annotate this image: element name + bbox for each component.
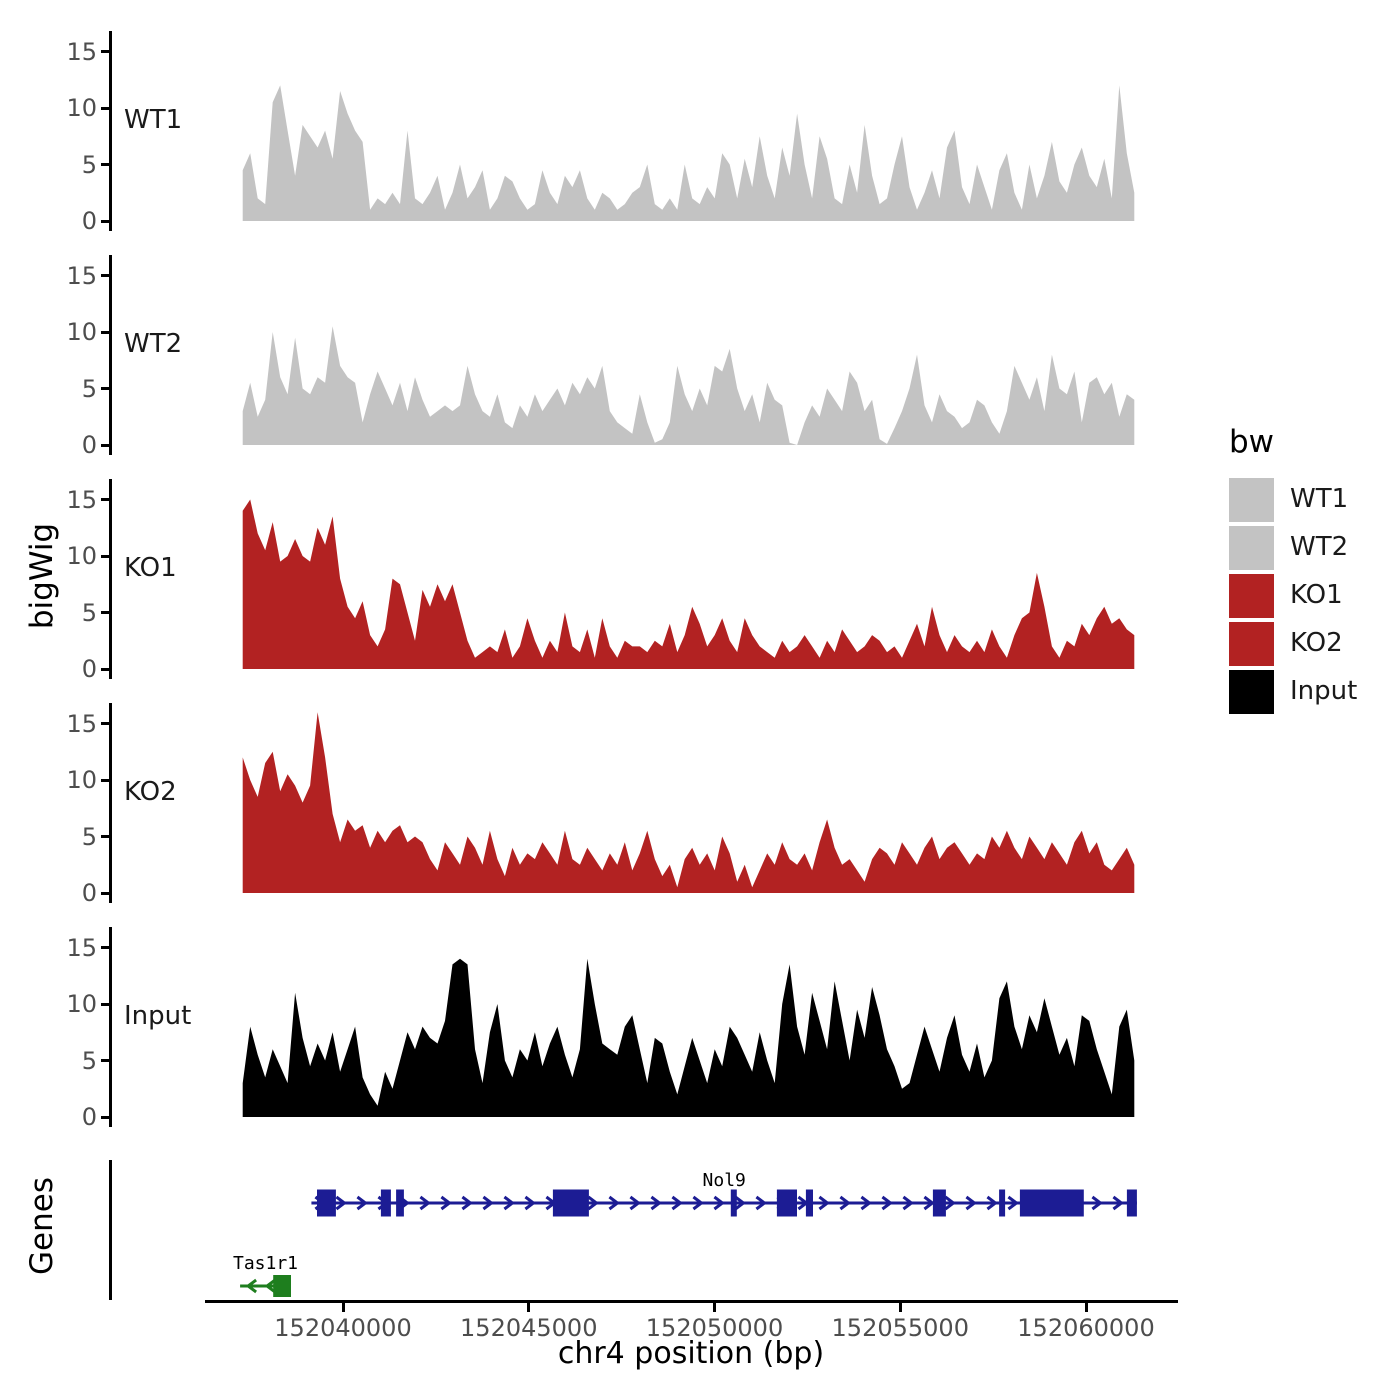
- y-tick: [101, 220, 109, 223]
- track-label-KO2: KO2: [124, 777, 177, 807]
- y-tick-label: 15: [66, 709, 97, 738]
- track-panel-KO1: [0, 479, 1400, 683]
- legend-key-WT2: [1229, 526, 1274, 570]
- gene-model-Nol9: [311, 1170, 1136, 1217]
- x-tick: [899, 1303, 902, 1312]
- y-tick-label: 10: [66, 542, 97, 570]
- y-tick-label: 15: [66, 261, 97, 290]
- legend-label-KO1: KO1: [1290, 580, 1343, 610]
- exon-Nol9: [553, 1190, 589, 1217]
- y-tick-label: 5: [81, 1046, 97, 1075]
- exon-Nol9: [381, 1190, 391, 1217]
- legend-label-KO2: KO2: [1290, 628, 1343, 658]
- y-tick: [101, 1059, 109, 1062]
- y-tick: [101, 722, 109, 725]
- x-tick: [713, 1303, 716, 1312]
- y-tick: [101, 555, 109, 558]
- y-tick-label: 10: [66, 318, 97, 346]
- exon-Nol9: [806, 1190, 813, 1217]
- coverage-plot-WT1: [111, 31, 1180, 231]
- y-tick: [101, 946, 109, 949]
- y-tick: [101, 50, 109, 53]
- y-tick: [101, 835, 109, 838]
- exon-Nol9: [933, 1190, 946, 1217]
- y-tick-label: 10: [66, 766, 97, 794]
- y-tick-label: 15: [66, 37, 97, 66]
- gene-model-Tas1r1: [233, 1253, 298, 1297]
- legend-key-Input: [1229, 670, 1274, 714]
- y-tick: [101, 611, 109, 614]
- coverage-plot-KO2: [111, 703, 1180, 903]
- x-tick: [342, 1303, 345, 1312]
- track-label-Input: Input: [124, 1001, 192, 1031]
- exon-Nol9: [396, 1190, 404, 1217]
- x-tick-label: 152060000: [1017, 1314, 1155, 1342]
- y-tick-label: 5: [81, 822, 97, 851]
- legend-entry-KO2: [1229, 622, 1400, 666]
- coverage-area-Input: [243, 959, 1135, 1117]
- x-tick-label: 152045000: [460, 1314, 598, 1342]
- legend-label-WT1: WT1: [1290, 484, 1349, 514]
- y-tick: [101, 1116, 109, 1119]
- x-tick: [1085, 1303, 1088, 1312]
- y-tick: [101, 1003, 109, 1006]
- genes-axis-line: [109, 1160, 112, 1300]
- coverage-plot-KO1: [111, 479, 1180, 679]
- coverage-area-WT2: [243, 326, 1135, 445]
- legend-entry-WT2: [1229, 526, 1400, 570]
- y-tick: [101, 331, 109, 334]
- y-tick-label: 10: [66, 990, 97, 1018]
- legend-label-WT2: WT2: [1290, 532, 1349, 562]
- x-tick: [527, 1303, 530, 1312]
- y-tick-label: 5: [81, 150, 97, 179]
- y-tick: [101, 387, 109, 390]
- y-tick-label: 15: [66, 485, 97, 514]
- legend-key-KO1: [1229, 574, 1274, 618]
- track-label-WT2: WT2: [124, 329, 183, 359]
- y-tick-label: 5: [81, 374, 97, 403]
- track-panel-Input: [0, 927, 1400, 1131]
- x-tick-label: 152050000: [645, 1314, 784, 1342]
- y-tick-label: 0: [81, 655, 97, 683]
- legend-entry-WT1: [1229, 478, 1400, 522]
- y-tick-label: 0: [81, 207, 97, 235]
- track-label-WT1: WT1: [124, 105, 183, 135]
- legend-label-Input: Input: [1290, 676, 1358, 706]
- legend-title: bw: [1229, 424, 1275, 460]
- exon-Nol9: [731, 1190, 737, 1217]
- gene-label-Nol9: Nol9: [702, 1170, 746, 1191]
- coverage-plot-Input: [111, 927, 1180, 1127]
- y-tick: [101, 107, 109, 110]
- y-tick: [101, 779, 109, 782]
- y-tick: [101, 274, 109, 277]
- coverage-plot-WT2: [111, 255, 1180, 455]
- y-tick-label: 15: [66, 933, 97, 962]
- track-panel-WT2: [0, 255, 1400, 459]
- legend-entry-Input: [1229, 670, 1400, 714]
- x-tick-label: 152055000: [831, 1314, 969, 1342]
- y-tick: [101, 163, 109, 166]
- exon-Nol9: [1127, 1190, 1137, 1217]
- exon-Nol9: [777, 1190, 797, 1217]
- x-tick-label: 152040000: [274, 1314, 412, 1342]
- exon-Tas1r1: [273, 1275, 291, 1297]
- exon-Nol9: [1020, 1190, 1084, 1217]
- legend-key-KO2: [1229, 622, 1274, 666]
- exon-Nol9: [317, 1190, 336, 1217]
- track-label-KO1: KO1: [124, 553, 177, 583]
- exon-Nol9: [999, 1190, 1005, 1217]
- y-tick: [101, 668, 109, 671]
- y-tick-label: 5: [81, 598, 97, 627]
- y-axis-title-bigwig: bigWig: [24, 522, 60, 630]
- y-tick-label: 0: [81, 879, 97, 907]
- y-tick-label: 10: [66, 94, 97, 122]
- legend-entry-KO1: [1229, 574, 1400, 618]
- track-panel-WT1: [0, 31, 1400, 235]
- track-panel-KO2: [0, 703, 1400, 907]
- x-axis-title: chr4 position (bp): [557, 1336, 825, 1371]
- y-axis-title-genes: Genes: [24, 1177, 60, 1275]
- y-tick: [101, 444, 109, 447]
- y-tick-label: 0: [81, 431, 97, 459]
- coverage-area-KO2: [243, 712, 1135, 893]
- legend-key-WT1: [1229, 478, 1274, 522]
- y-tick: [101, 892, 109, 895]
- gene-label-Tas1r1: Tas1r1: [232, 1253, 299, 1274]
- y-tick-label: 0: [81, 1103, 97, 1131]
- coverage-area-KO1: [243, 500, 1135, 670]
- y-tick: [101, 498, 109, 501]
- coverage-area-WT1: [243, 85, 1135, 221]
- x-axis-line: [205, 1300, 1178, 1303]
